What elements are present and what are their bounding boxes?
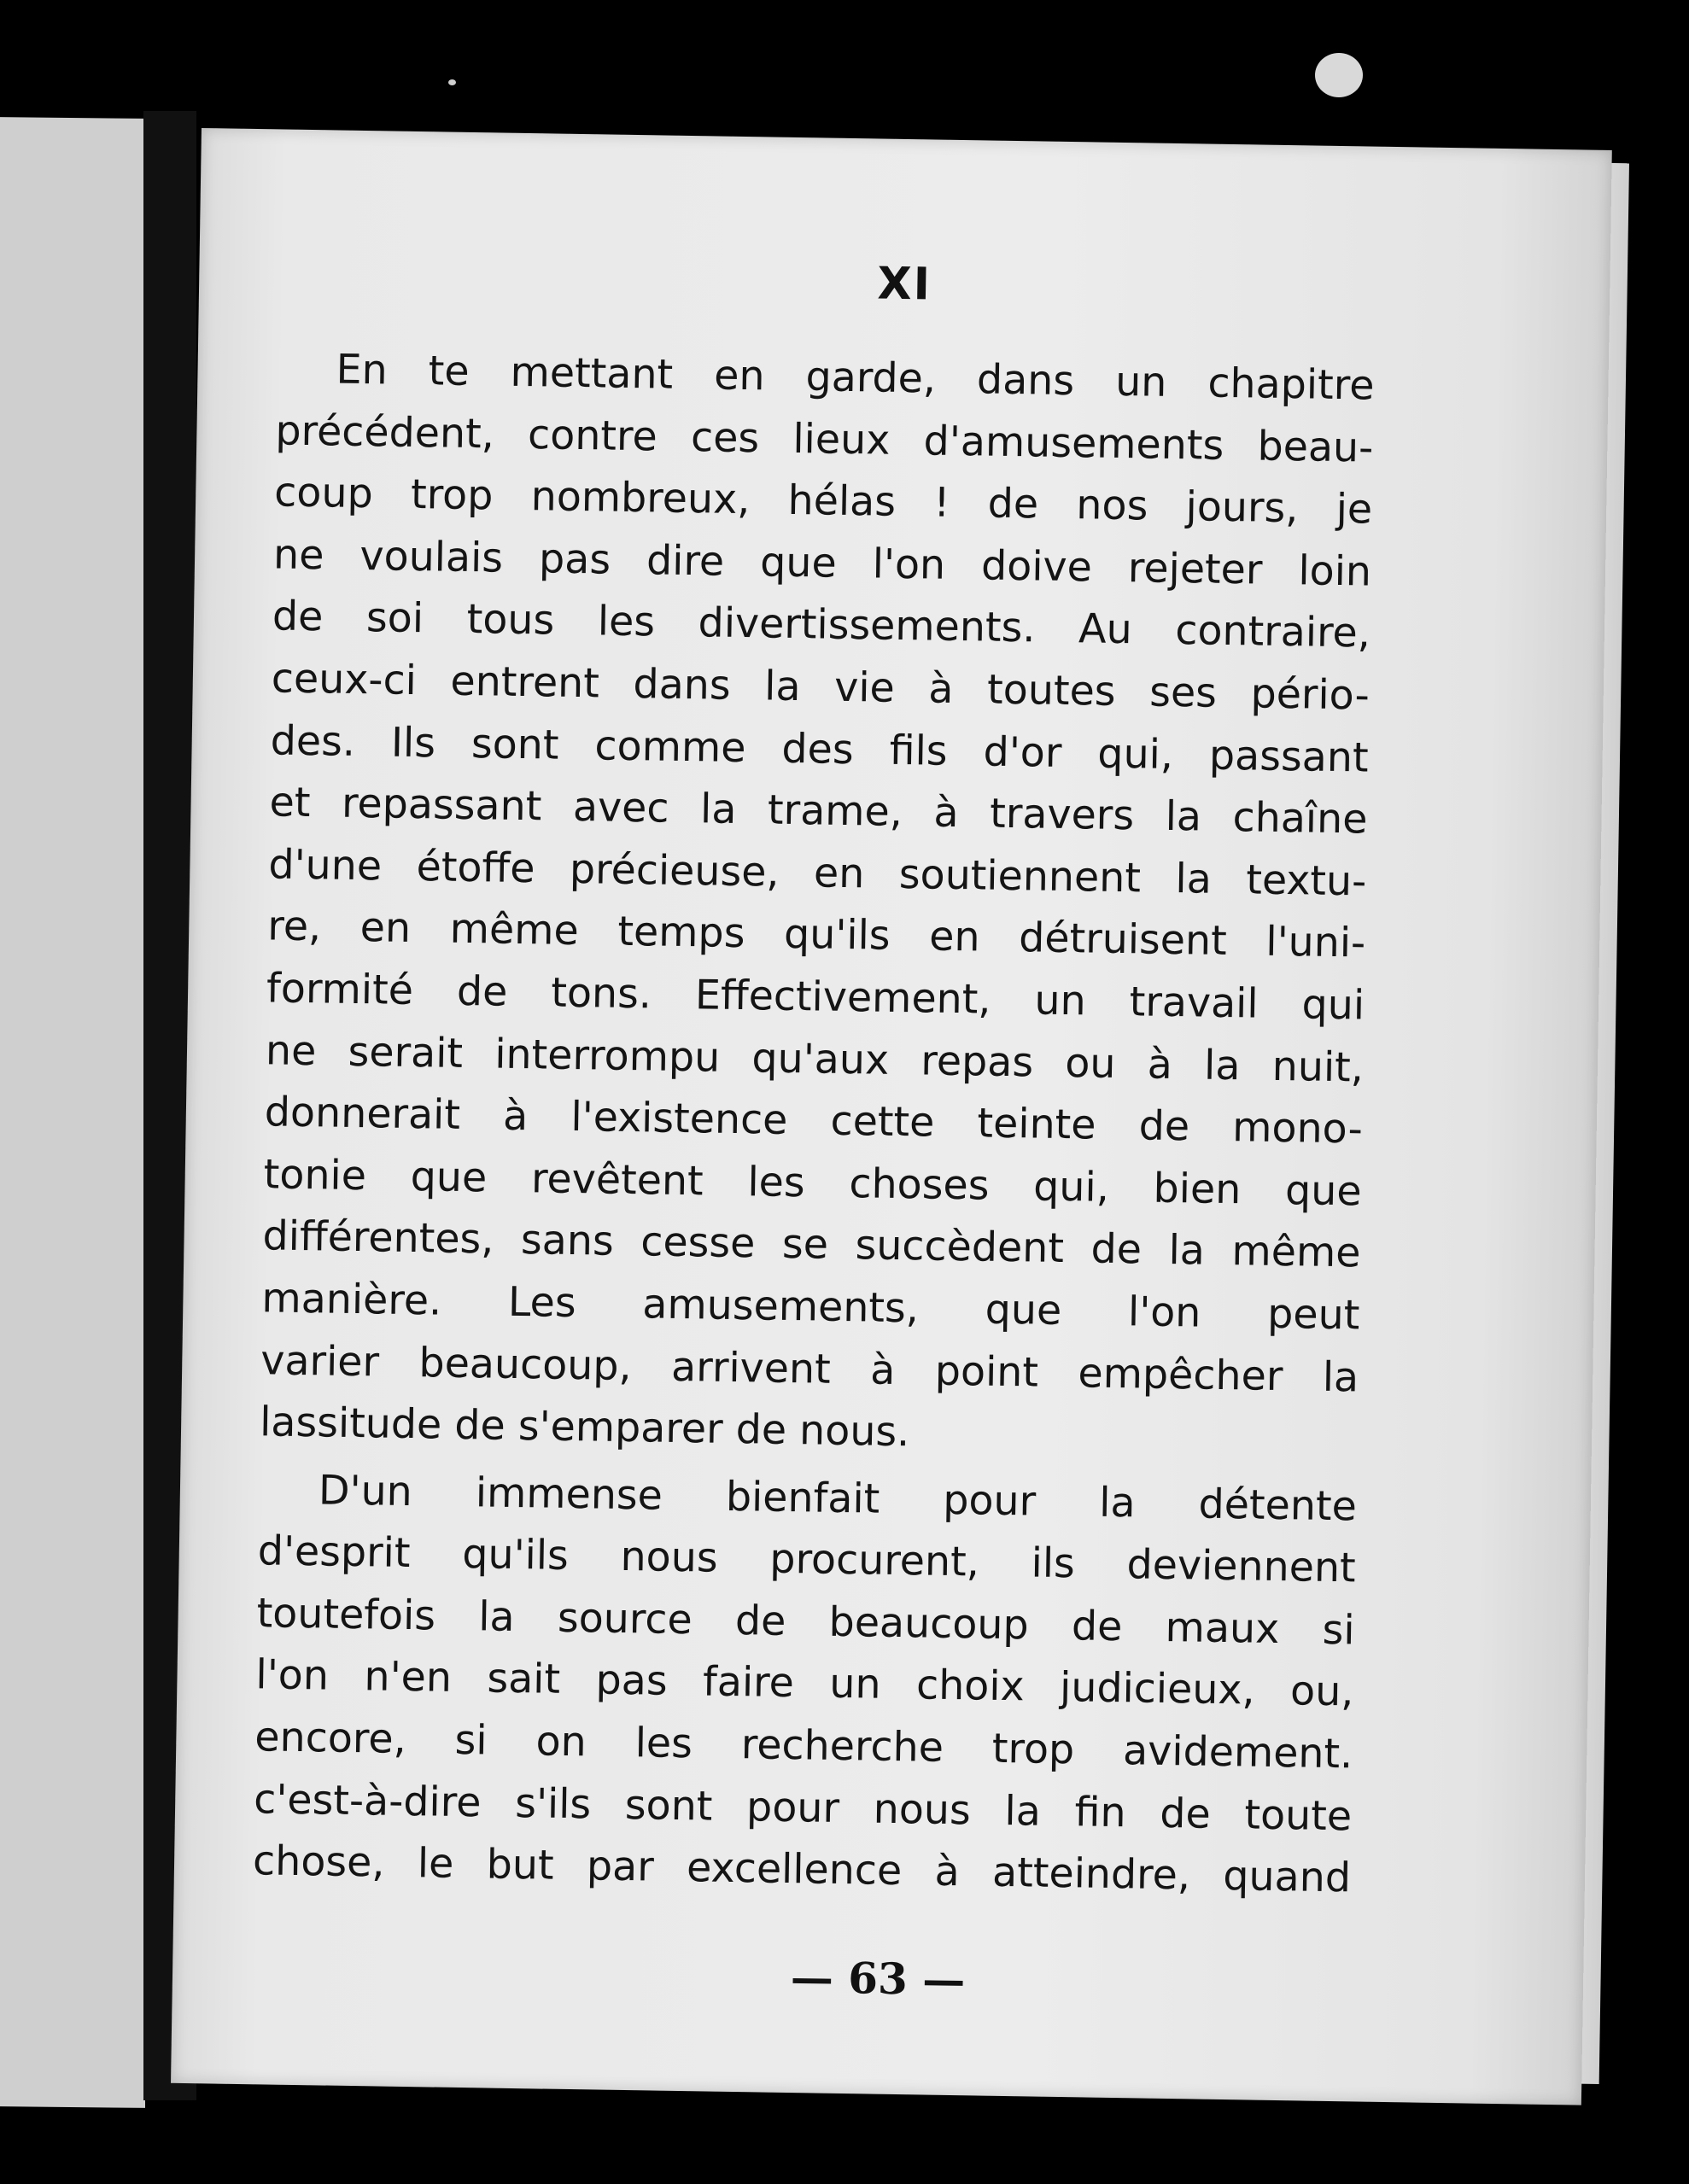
text-line: varier beaucoup, arrivent à point empêcher la [260, 1336, 1359, 1401]
text-line: encore, si on les recherche trop avidement. [254, 1714, 1353, 1778]
text-line: d'une étoffe précieuse, en soutiennent la textu- [268, 841, 1367, 906]
text-line: tonie que revêtent les choses qui, bien que [263, 1151, 1363, 1216]
paragraph-2 [253, 1459, 1358, 1910]
text-line: donnerait à l'existence cette teinte de mono- [264, 1089, 1364, 1153]
page-number: — 63 — [790, 1952, 966, 2006]
text-line: de soi tous les divertissements. Au contraire, [272, 593, 1371, 657]
text-line: précédent, contre ces lieux d'amusements beau- [275, 406, 1374, 472]
text-line: lassitude de s'emparer de nous. [259, 1399, 910, 1457]
text-line: l'on n'en sait pas faire un choix judicieux, ou, [255, 1651, 1354, 1716]
book-page [171, 128, 1612, 2105]
text-line: différentes, sans cesse se succèdent de la même [262, 1212, 1361, 1277]
text-line: En te mettant en garde, dans un chapitre [336, 346, 1375, 410]
text-line: toutefois la source de beaucoup de maux si [256, 1590, 1355, 1655]
text-line: des. Ils sont comme des fils d'or qui, passant [270, 716, 1370, 782]
text-line: ceux-ci entrent dans la vie à toutes ses pério- [271, 655, 1370, 720]
text-line: re, en même temps qu'ils en détruisent l'uni- [266, 902, 1366, 967]
dust-speck [1315, 53, 1363, 97]
text-line: D'un immense bienfait pour la détente [318, 1467, 1358, 1531]
facing-page-edge [0, 117, 145, 2108]
text-line: d'esprit qu'ils nous procurent, ils deviennent [257, 1527, 1357, 1592]
text-line: manière. Les amusements, que l'on peut [261, 1275, 1360, 1340]
text-line: formité de tons. Effectivement, un travail qui [266, 965, 1365, 1030]
text-line: chose, le but par excellence à atteindre, quand [252, 1837, 1352, 1902]
dust-speck [448, 79, 456, 85]
text-line: c'est-à-dire s'ils sont pour nous la fin de toute [253, 1775, 1353, 1841]
text-line: ne voulais pas dire que l'on doive rejeter loin [272, 531, 1372, 596]
text-line: et repassant avec la trame, à travers la chaîne [269, 779, 1368, 844]
chapter-heading: XI [877, 258, 932, 311]
text-line: coup trop nombreux, hélas ! de nos jours, je [273, 469, 1373, 534]
paragraph-1 [260, 338, 1375, 1471]
body-text [253, 338, 1375, 1910]
text-line: ne serait interrompu qu'aux repas ou à la nuit, [265, 1026, 1365, 1092]
